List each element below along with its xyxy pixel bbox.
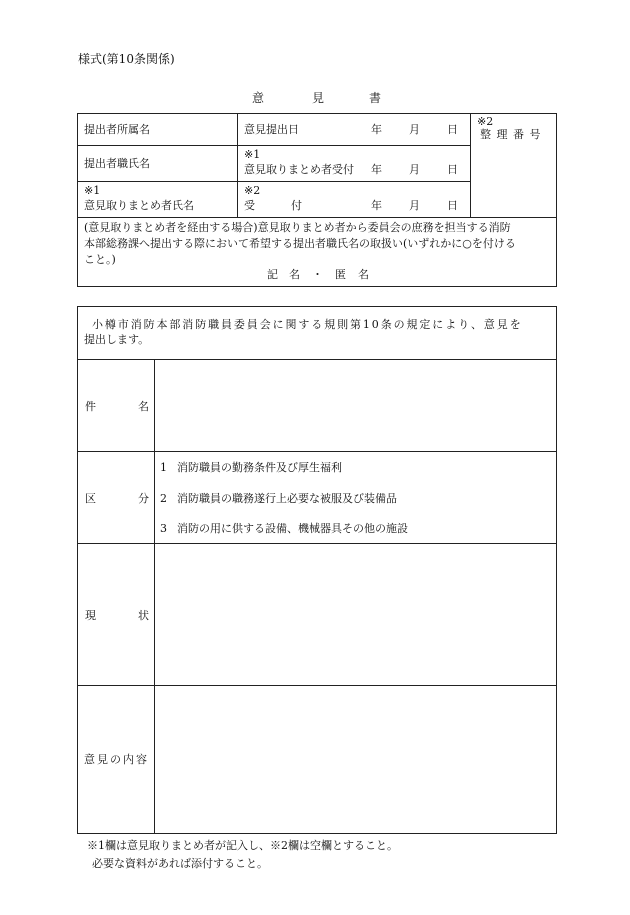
month-label-2: 月 [409, 163, 420, 176]
receive1-label: 意見取りまとめ者受付 [244, 163, 354, 176]
year-label-2: 年 [371, 163, 382, 176]
year-label-1: 年 [371, 123, 382, 136]
title-char-2: 見 [312, 91, 325, 105]
mark-1-receive: ※1 [244, 148, 261, 161]
seiri-label: 整 理 番 号 [480, 128, 542, 141]
kubun-label-1: 区 [85, 492, 96, 505]
coordinator-label: 意見取りまとめ者氏名 [84, 199, 194, 212]
month-label-3: 月 [409, 199, 420, 212]
kubun-item-1-num: 1 [160, 461, 167, 474]
submit-date-label: 意見提出日 [244, 123, 299, 136]
opinion-label: 意見の内容 [84, 753, 149, 766]
receive2-label-1: 受 [244, 199, 255, 212]
year-label-3: 年 [371, 199, 382, 212]
genjo-label-2: 状 [138, 609, 149, 622]
day-label-3: 日 [447, 199, 458, 212]
choice-mei-1: 名 [289, 268, 300, 281]
kubun-item-1-text[interactable]: 消防職員の勤務条件及び厚生福利 [177, 461, 342, 474]
kubun-item-2-num: 2 [160, 492, 167, 505]
genjo-field[interactable] [155, 544, 555, 684]
kubun-label-2: 分 [138, 492, 149, 505]
day-label-1: 日 [447, 123, 458, 136]
receive2-label-2: 付 [291, 199, 302, 212]
note-line-3: こと。) [84, 253, 116, 266]
name-label: 提出者職氏名 [84, 157, 150, 170]
receive2-mark: ※2 [244, 184, 261, 197]
dept-label: 提出者所属名 [84, 123, 150, 136]
footnote-1: ※1欄は意見取りまとめ者が記入し、※2欄は空欄とすること。 [87, 839, 398, 852]
kenmei-label-2: 名 [138, 400, 149, 413]
note-line-1: (意見取りまとめ者を経由する場合)意見取りまとめ者から委員会の庶務を担当する消防 [84, 221, 511, 234]
kenmei-field[interactable] [155, 360, 555, 450]
mark-2-seiri: ※2 [477, 115, 494, 128]
kubun-item-3-num: 3 [160, 522, 167, 535]
title-char-3: 書 [369, 91, 382, 105]
choice-dot: ・ [312, 268, 323, 281]
note-line-2: 本部総務課へ提出する際において希望する提出者職氏名の取扱い(いずれかに○を付ける [84, 237, 516, 250]
opinion-field[interactable] [155, 686, 555, 832]
intro-line-1: 小樽市消防本部消防職員委員会に関する規則第10条の規定により、意見を [92, 318, 523, 331]
genjo-label-1: 現 [85, 609, 96, 622]
choice-ki: 記 [267, 268, 278, 281]
day-label-2: 日 [447, 163, 458, 176]
month-label-1: 月 [409, 123, 420, 136]
coordinator-mark: ※1 [84, 184, 101, 197]
kenmei-label-1: 件 [85, 400, 96, 413]
kubun-item-2-text[interactable]: 消防職員の職務遂行上必要な被服及び装備品 [177, 492, 397, 505]
kubun-item-3-text[interactable]: 消防の用に供する設備、機械器具その他の施設 [177, 522, 408, 535]
title-char-1: 意 [252, 91, 265, 105]
form-label: 様式(第10条関係) [78, 52, 175, 66]
intro-line-2: 提出します。 [84, 333, 150, 346]
choice-mei-2: 名 [358, 268, 369, 281]
footnote-2: 必要な資料があれば添付すること。 [92, 857, 268, 870]
choice-toku: 匿 [335, 268, 346, 281]
